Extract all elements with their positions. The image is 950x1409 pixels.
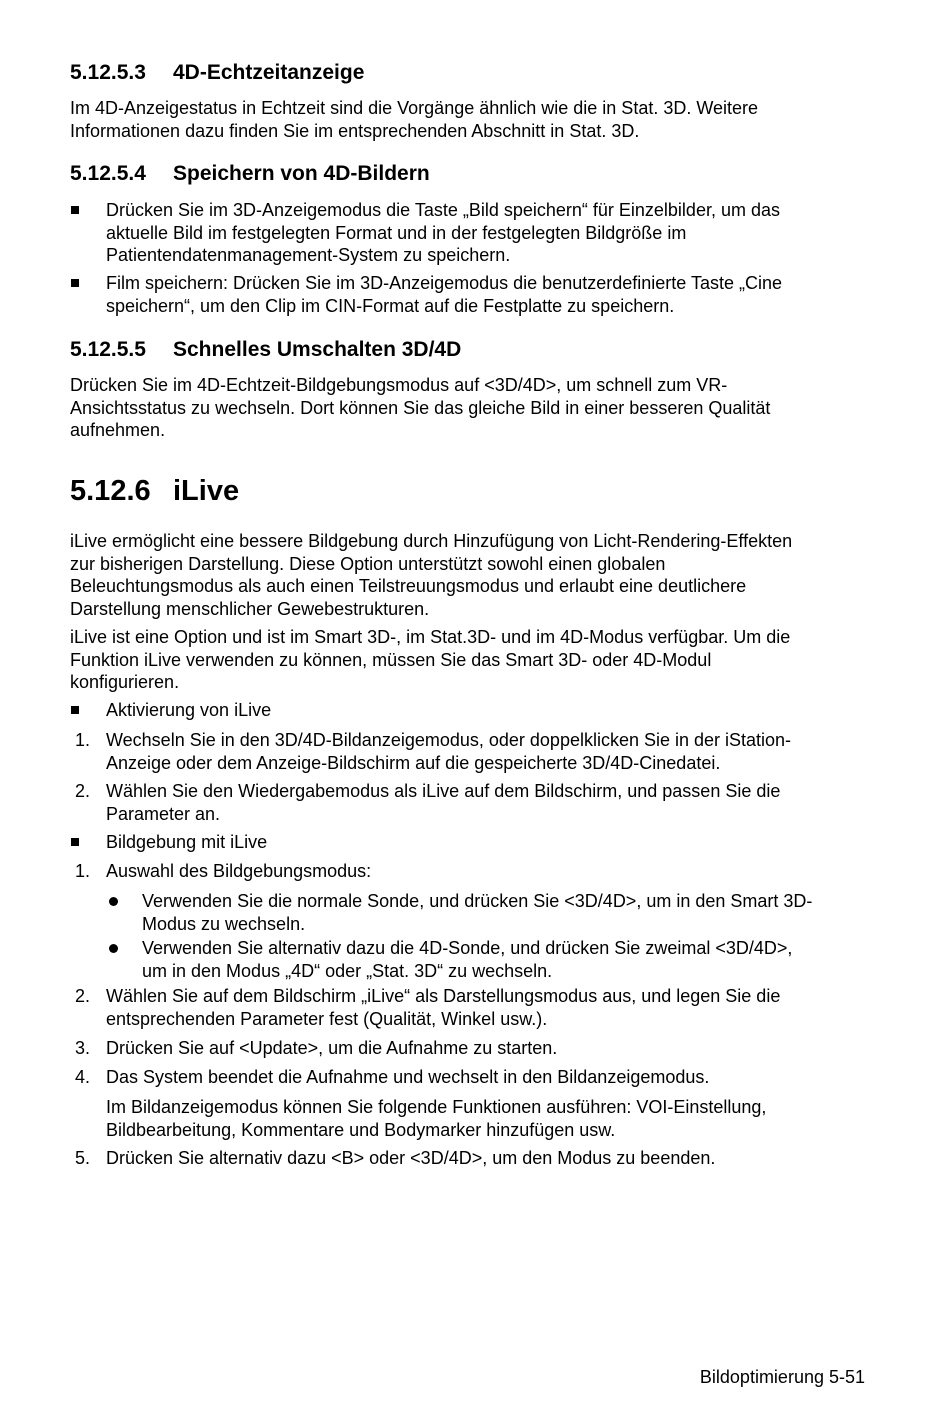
heading-number: 5.12.5.4 bbox=[70, 162, 146, 185]
heading-title: iLive bbox=[173, 475, 240, 507]
text-line: aufnehmen. bbox=[70, 420, 166, 440]
text-line: Aktivierung von iLive bbox=[106, 700, 272, 720]
heading-5-12-5-3 bbox=[70, 60, 364, 86]
paragraph-ilive-option bbox=[70, 626, 865, 694]
text-line: entsprechenden Parameter fest (Qualität, Winkel usw.). bbox=[106, 1008, 548, 1029]
square-bullet-icon bbox=[71, 838, 79, 846]
text-line: iLive ermöglicht eine bessere Bildgebung durch Hinzufügung von Licht-Rendering-Effekten bbox=[70, 531, 793, 551]
text-line: Verwenden Sie die normale Sonde, und drücken Sie <3D/4D>, um in den Smart 3D- bbox=[142, 891, 813, 911]
heading-title: Speichern von 4D-Bildern bbox=[173, 162, 430, 185]
step-number: 3. bbox=[75, 1038, 91, 1058]
heading-5-12-6 bbox=[70, 474, 239, 508]
paragraph-4d-realtime bbox=[70, 97, 865, 142]
text-line: Im Bildanzeigemodus können Sie folgende Funktionen ausführen: VOI-Einstellung, bbox=[106, 1097, 767, 1117]
text-line: zur bisherigen Darstellung. Diese Option unterstützt sowohl einen globalen bbox=[70, 553, 666, 574]
square-bullet-icon bbox=[71, 706, 79, 714]
text-line: Wechseln Sie in den 3D/4D-Bildanzeigemodus, oder doppelklicken Sie in der iStation- bbox=[106, 730, 792, 750]
heading-title: Schnelles Umschalten 3D/4D bbox=[173, 338, 462, 361]
text-line: Film speichern: Drücken Sie im 3D-Anzeigemodus die benutzerdefinierte Taste „Cine bbox=[106, 273, 782, 293]
text-line: speichern“, um den Clip im CIN-Format auf die Festplatte zu speichern. bbox=[106, 295, 675, 316]
text-line: Drücken Sie alternativ dazu <B> oder <3D/4D>, um den Modus zu beenden. bbox=[106, 1148, 716, 1168]
step-number: 2. bbox=[75, 986, 91, 1006]
heading-number: 5.12.6 bbox=[70, 475, 151, 507]
text-line: Verwenden Sie alternativ dazu die 4D-Sonde, und drücken Sie zweimal <3D/4D>, bbox=[142, 938, 793, 958]
paragraph-ilive-intro bbox=[70, 530, 865, 620]
text-line: Darstellung menschlicher Gewebestrukturen. bbox=[70, 598, 430, 619]
square-bullet-icon bbox=[71, 206, 79, 214]
text-line: Beleuchtungsmodus als auch einen Teilstreuungsmodus und erlaubt eine deutlichere bbox=[70, 576, 747, 596]
round-bullet-icon bbox=[109, 944, 118, 953]
step-number: 5. bbox=[75, 1148, 91, 1168]
text-line: Modus zu wechseln. bbox=[142, 913, 306, 934]
text-line: Anzeige oder dem Anzeige-Bildschirm auf die gespeicherte 3D/4D-Cinedatei. bbox=[106, 752, 721, 773]
text-line: Im 4D-Anzeigestatus in Echtzeit sind die Vorgänge ähnlich wie die in Stat. 3D. Weitere bbox=[70, 98, 759, 118]
text-line: Wählen Sie den Wiedergabemodus als iLive auf dem Bildschirm, und passen Sie die bbox=[106, 781, 781, 801]
text-line: Bildgebung mit iLive bbox=[106, 832, 268, 852]
paragraph-quick-switch bbox=[70, 374, 865, 442]
text-line: konfigurieren. bbox=[70, 672, 180, 692]
step-number: 1. bbox=[75, 730, 91, 750]
round-bullet-icon bbox=[109, 897, 118, 906]
text-line: um in den Modus „4D“ oder „Stat. 3D“ zu wechseln. bbox=[142, 960, 553, 981]
text-line: Drücken Sie im 3D-Anzeigemodus die Taste „Bild speichern“ für Einzelbilder, um das bbox=[106, 200, 780, 220]
square-bullet-icon bbox=[71, 279, 79, 287]
text-line: aktuelle Bild im festgelegten Format und in der festgelegten Bildgröße im bbox=[106, 222, 687, 243]
step-number: 2. bbox=[75, 781, 91, 801]
page-footer: Bildoptimierung 5-51 bbox=[699, 1367, 865, 1387]
text-line: Funktion iLive verwenden zu können, müssen Sie das Smart 3D- oder 4D-Modul bbox=[70, 649, 712, 670]
heading-number: 5.12.5.5 bbox=[70, 338, 146, 361]
step-number: 4. bbox=[75, 1067, 91, 1087]
heading-5-12-5-5 bbox=[70, 337, 461, 363]
text-line: Patientendatenmanagement-System zu speichern. bbox=[106, 245, 511, 265]
text-line: Das System beendet die Aufnahme und wechselt in den Bildanzeigemodus. bbox=[106, 1067, 710, 1087]
text-line: Drücken Sie im 4D-Echtzeit-Bildgebungsmodus auf <3D/4D>, um schnell zum VR- bbox=[70, 375, 728, 395]
step-number: 1. bbox=[75, 861, 91, 881]
text-line: iLive ist eine Option und ist im Smart 3D-, im Stat.3D- und im 4D-Modus verfügbar. Um die bbox=[70, 627, 791, 647]
text-line: Wählen Sie auf dem Bildschirm „iLive“ als Darstellungsmodus aus, und legen Sie die bbox=[106, 986, 781, 1006]
text-line: Auswahl des Bildgebungsmodus: bbox=[106, 861, 372, 881]
text-line: Ansichtsstatus zu wechseln. Dort können Sie das gleiche Bild in einer besseren Qualität bbox=[70, 397, 771, 418]
heading-5-12-5-4 bbox=[70, 161, 430, 187]
text-line: Informationen dazu finden Sie im entsprechenden Abschnitt in Stat. 3D. bbox=[70, 120, 640, 141]
text-line: Bildbearbeitung, Kommentare und Bodymarker hinzufügen usw. bbox=[106, 1119, 616, 1140]
heading-title: 4D-Echtzeitanzeige bbox=[173, 61, 365, 84]
text-line: Parameter an. bbox=[106, 803, 221, 824]
heading-number: 5.12.5.3 bbox=[70, 61, 146, 84]
text-line: Drücken Sie auf <Update>, um die Aufnahme zu starten. bbox=[106, 1038, 558, 1058]
